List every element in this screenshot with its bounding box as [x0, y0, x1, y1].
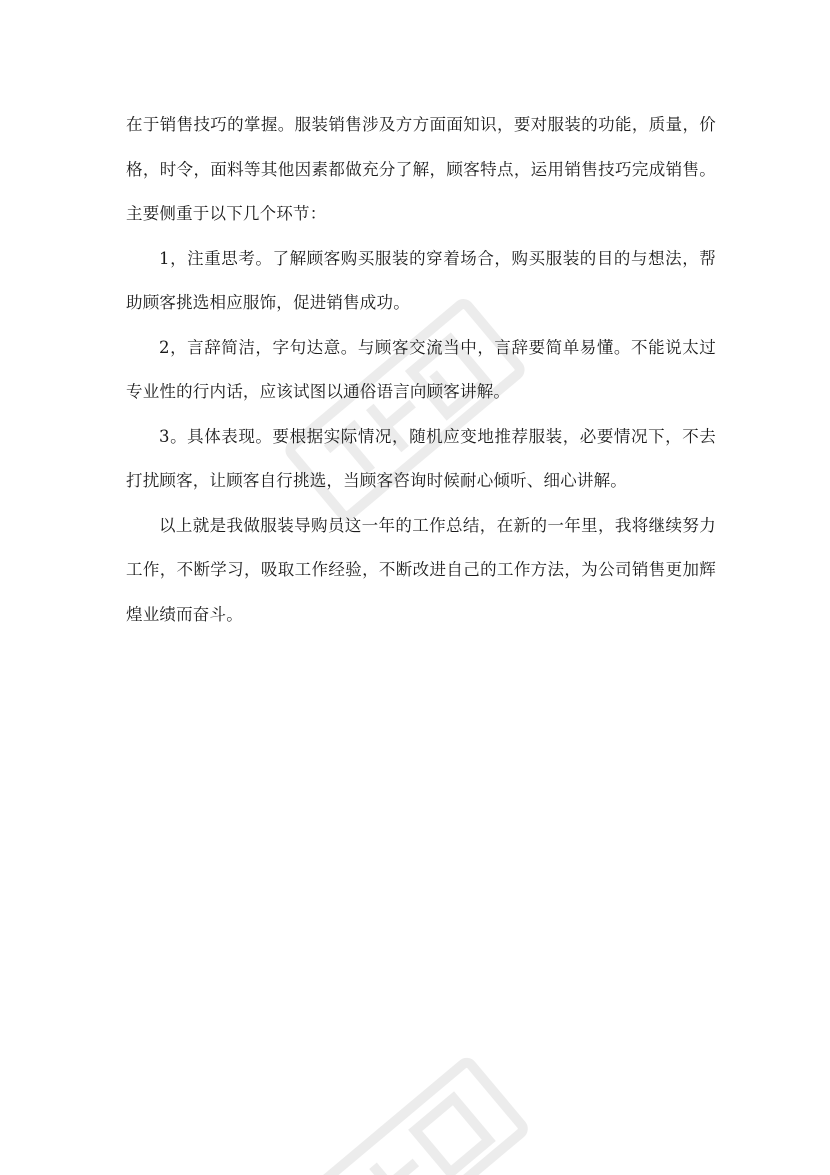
paragraph-point-3: 3。具体表现。要根据实际情况，随机应变地推荐服装，必要情况下，不去打扰顾客，让顾客自行挑选，当顾客咨询时候耐心倾听、细心讲解。 — [126, 426, 716, 490]
watermark-icon — [260, 1025, 550, 1175]
paragraph-intro: 在于销售技巧的掌握。服装销售涉及方方面面知识，要对服装的功能，质量，价格，时令，面料等其他因素都做充分了解，顾客特点，运用销售技巧完成销售。主要侧重于以下几个环节： — [126, 115, 716, 223]
paragraph-point-2: 2，言辞简洁，字句达意。与顾客交流当中，言辞要简单易懂。不能说太过专业性的行内话，应该试图以通俗语言向顾客讲解。 — [126, 337, 716, 401]
document-body — [126, 103, 716, 637]
paragraph-point-1: 1，注重思考。了解顾客购买服装的穿着场合，购买服装的目的与想法，帮助顾客挑选相应服饰，促进销售成功。 — [126, 248, 716, 312]
paragraph-conclusion: 以上就是我做服装导购员这一年的工作总结，在新的一年里，我将继续努力工作，不断学习，吸取工作经验，不断改进自己的工作方法，为公司销售更加辉煌业绩而奋斗。 — [126, 515, 716, 624]
